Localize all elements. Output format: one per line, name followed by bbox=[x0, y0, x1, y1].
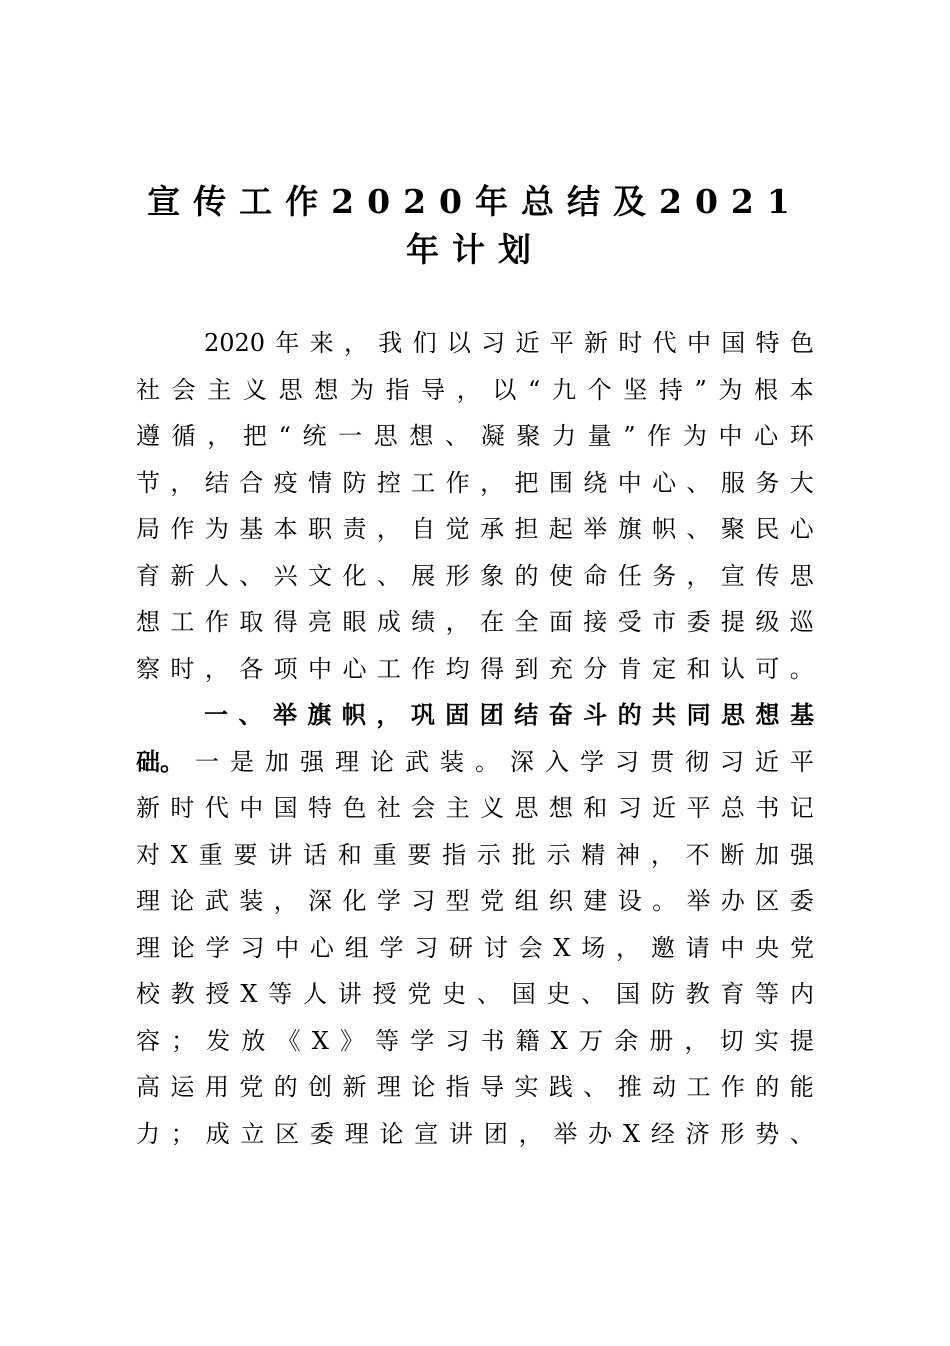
document-title: 宣传工作2020年总结及2021年计划 bbox=[147, 182, 803, 269]
text-line: 础。 一 是 加 强 理 论 武 装 。 深 入 学 习 贯 彻 习 近 平 bbox=[136, 739, 814, 786]
section-heading-tail: 础。 bbox=[136, 746, 184, 776]
text-line: 社 会 主 义 思 想 为 指 导 ， 以 “ 九 个 坚 持 ” 为 根 本 bbox=[136, 375, 814, 404]
paragraph-intro bbox=[136, 320, 814, 692]
text-line: 校 教 授 X 等 人 讲 授 党 史 、 国 史 、 国 防 教 育 等 内 bbox=[136, 980, 814, 1008]
text-line: 察 时 ， 各 项 中 心 工 作 均 得 到 充 分 肯 定 和 认 可 。 bbox=[136, 654, 814, 683]
text-line: 力 ； 成 立 区 委 理 论 宣 讲 团 ， 举 办 X 经 济 形 势 、 bbox=[136, 1119, 814, 1148]
text-line: 遵 循 ， 把 “ 统 一 思 想 、 凝 聚 力 量 ” 作 为 中 心 环 bbox=[136, 422, 814, 450]
text-line: 对 X 重 要 讲 话 和 重 要 指 示 批 示 精 神 ， 不 断 加 强 bbox=[136, 840, 814, 869]
text-line: 高 运 用 党 的 创 新 理 论 指 导 实 践 、 推 动 工 作 的 能 bbox=[136, 1073, 814, 1101]
text-line: 育 新 人 、 兴 文 化 、 展 形 象 的 使 命 任 务 ， 宣 传 思 bbox=[136, 561, 814, 590]
paragraph-section-one bbox=[136, 692, 814, 1157]
text-line: 容 ； 发 放 《 X 》 等 学 习 书 籍 X 万 余 册 ， 切 实 提 bbox=[136, 1026, 814, 1055]
text-line: 局 作 为 基 本 职 责 ， 自 觉 承 担 起 举 旗 帜 、 聚 民 心 bbox=[136, 515, 814, 543]
document-body bbox=[136, 320, 814, 1157]
text-line: 节 ， 结 合 疫 情 防 控 工 作 ， 把 围 绕 中 心 、 服 务 大 bbox=[136, 468, 814, 497]
text-line: 2020 年 来 ， 我 们 以 习 近 平 新 时 代 中 国 特 色 bbox=[204, 329, 814, 357]
section-heading: 一 、 举 旗 帜 ， 巩 固 团 结 奋 斗 的 共 同 思 想 基 bbox=[204, 700, 814, 729]
text-line: 新 时 代 中 国 特 色 社 会 主 义 思 想 和 习 近 平 总 书 记 bbox=[136, 794, 814, 822]
text-line: 理 论 武 装 ， 深 化 学 习 型 党 组 织 建 设 。 举 办 区 委 bbox=[136, 887, 814, 915]
text-line: 想 工 作 取 得 亮 眼 成 绩 ， 在 全 面 接 受 市 委 提 级 巡 bbox=[136, 608, 814, 636]
text-line: 理 论 学 习 中 心 组 学 习 研 讨 会 X 场 ， 邀 请 中 央 党 bbox=[136, 933, 814, 962]
